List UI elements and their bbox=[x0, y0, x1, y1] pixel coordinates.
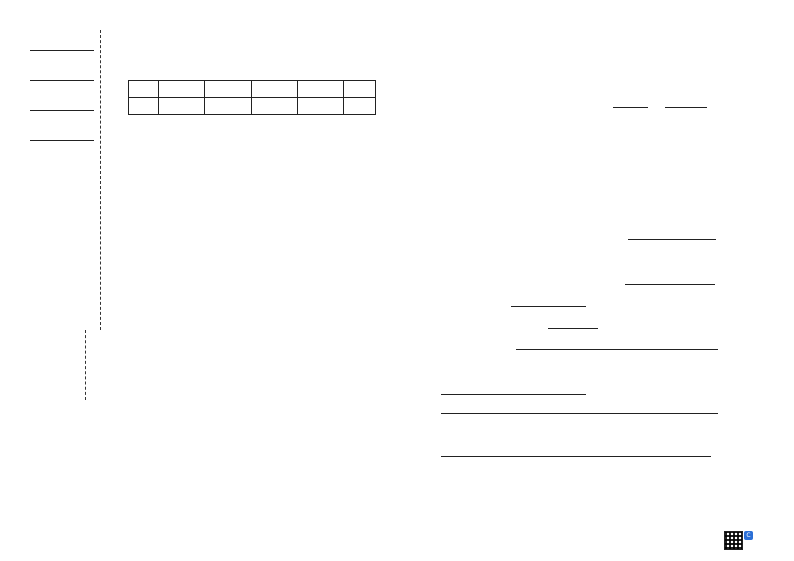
scanner-badge bbox=[744, 531, 753, 540]
school-field[interactable] bbox=[26, 38, 96, 62]
score-header-item bbox=[129, 81, 159, 98]
class-field[interactable] bbox=[26, 68, 96, 92]
q7-3-blank-answer[interactable] bbox=[441, 413, 718, 414]
q7-2-blank-title[interactable] bbox=[548, 328, 598, 329]
q7-3-blank-verse[interactable] bbox=[441, 394, 586, 395]
score-header-total bbox=[344, 81, 376, 98]
q5-answer-blank-2[interactable] bbox=[665, 107, 707, 108]
score-row-label bbox=[129, 98, 159, 115]
score-header-bonus bbox=[298, 81, 344, 98]
q7-2-blank-verse[interactable] bbox=[516, 349, 718, 350]
score-header-accumulation bbox=[158, 81, 204, 98]
score-cell[interactable] bbox=[158, 98, 204, 115]
q7-1-blank-2[interactable] bbox=[625, 284, 715, 285]
name-field[interactable] bbox=[26, 98, 96, 122]
q7-4-blank[interactable] bbox=[441, 456, 711, 457]
seal-line-lower bbox=[85, 330, 86, 400]
q5-answer-blank-1[interactable] bbox=[613, 107, 648, 108]
qr-code-icon bbox=[724, 531, 743, 550]
score-cell[interactable] bbox=[204, 98, 252, 115]
student-number-field[interactable] bbox=[26, 128, 96, 152]
score-header-reading bbox=[204, 81, 252, 98]
score-cell[interactable] bbox=[344, 98, 376, 115]
score-table bbox=[128, 80, 376, 115]
seal-line-outer bbox=[100, 30, 101, 330]
scan-icon: C bbox=[744, 531, 753, 540]
score-cell[interactable] bbox=[252, 98, 298, 115]
q7-1-blank-3[interactable] bbox=[511, 306, 586, 307]
score-cell[interactable] bbox=[298, 98, 344, 115]
score-table-score-row bbox=[129, 98, 376, 115]
q7-1-blank-1[interactable] bbox=[628, 239, 716, 240]
score-table-header-row bbox=[129, 81, 376, 98]
score-header-writing bbox=[252, 81, 298, 98]
